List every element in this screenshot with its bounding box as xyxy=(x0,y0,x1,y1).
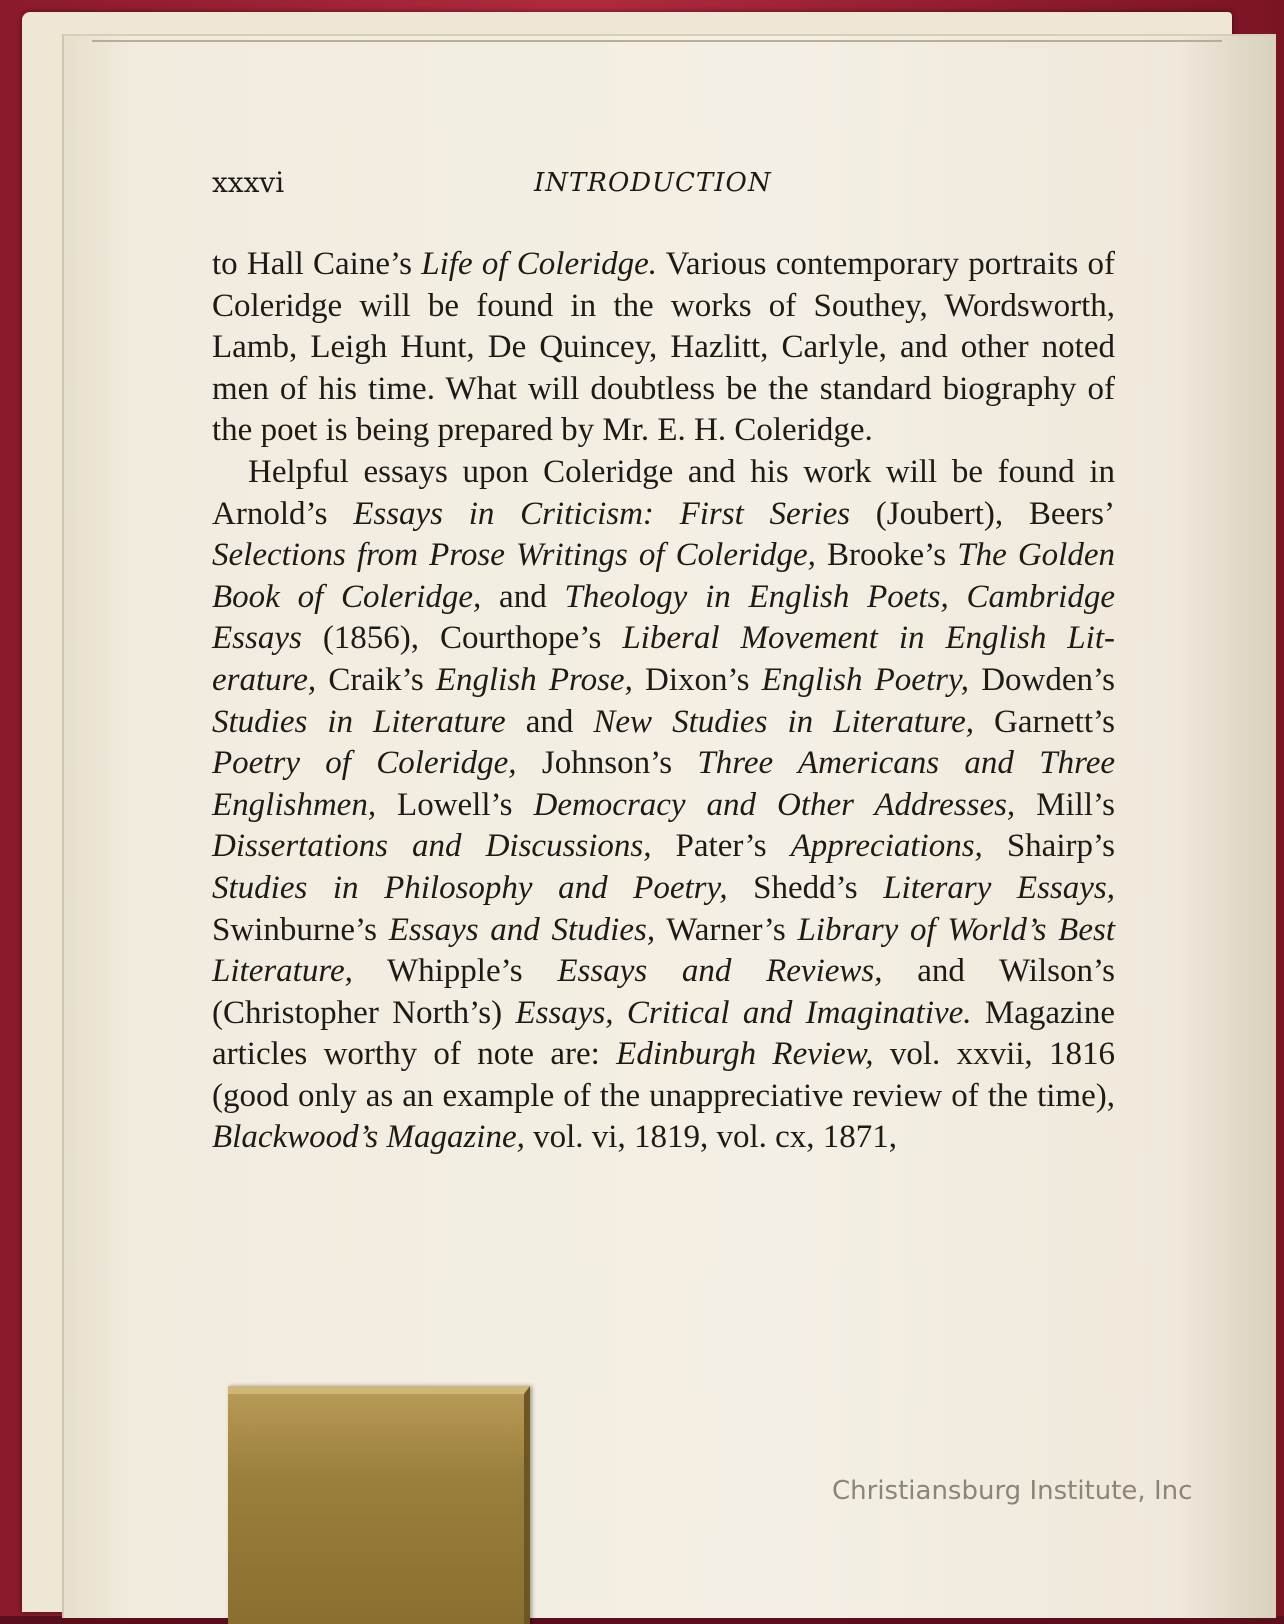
text-run: vol. xxvii, 1816 (good only as an example of the unappreciative review of the time), xyxy=(212,1036,1115,1114)
watermark: Christiansburg Institute, Inc xyxy=(832,1476,1193,1506)
italic-title: Literary Essays, xyxy=(883,869,1116,906)
text-run: Dixon’s xyxy=(632,661,762,698)
brass-page-holder xyxy=(228,1386,530,1624)
running-title: INTRODUCTION xyxy=(534,168,772,198)
text-run: (Joubert), Beers’ xyxy=(850,495,1115,532)
italic-title: Democracy and Other Addresses, xyxy=(533,786,1016,823)
italic-title: Edinburgh Review, xyxy=(616,1036,874,1073)
text-run: and xyxy=(505,703,594,740)
text-run: Pater’s xyxy=(651,828,791,865)
text-run: (1856), Courthope’s xyxy=(301,620,623,657)
text-run: Shedd’s xyxy=(727,869,884,906)
italic-title: English Poetry, xyxy=(761,661,970,698)
page-number: xxxvi xyxy=(212,166,285,199)
italic-title: Selections from Prose Writings of Coleridge, xyxy=(212,537,816,574)
text-run: Mill’s xyxy=(1015,786,1116,823)
italic-title: Essays, Critical and Imaginative. xyxy=(515,994,972,1031)
text-run: Magazine articles worthy of note are: xyxy=(212,994,1115,1073)
italic-title: Theology in English Poets, Cambridge Essays xyxy=(212,578,1115,657)
text-run: Various contemporary portraits of Coleridge will be found in the works of Southey, Wordsworth, Lamb, Leigh Hunt, De Quincey, Hazlitt, Carlyle, and other noted men of his time. What will doubtless be the standard biography of the poet is being prepared by Mr. E. H. Coleridge. xyxy=(212,246,1115,449)
italic-title: Studies in Literature xyxy=(212,703,506,740)
italic-title: Life of Coleridge. xyxy=(421,246,658,282)
body-text xyxy=(212,244,1115,1159)
italic-title: Library of World’s Best Literature, xyxy=(212,911,1116,990)
italic-title: Appreciations, xyxy=(790,828,983,865)
text-run: and xyxy=(481,578,565,615)
italic-title: The Golden Book of Coleridge, xyxy=(212,537,1115,615)
text-run: Brooke’s xyxy=(815,537,958,574)
italic-title: New Studies in Literature, xyxy=(593,703,975,740)
italic-title: Essays and Reviews, xyxy=(557,953,883,990)
text-run: to Hall Caine’s xyxy=(212,246,422,282)
text-run: Garnett’s xyxy=(974,703,1116,740)
italic-title: Essays in Criticism: First Series xyxy=(353,495,851,532)
italic-title: English Prose, xyxy=(435,661,633,698)
text-run: Swinburne’s xyxy=(212,911,389,948)
text-run: Helpful essays upon Coleridge and his work will be found in Arnold’s xyxy=(212,453,1115,532)
text-run: Whipple’s xyxy=(352,953,558,990)
paragraph xyxy=(212,452,1115,1159)
text-run: vol. vi, 1819, vol. cx, 1871, xyxy=(524,1119,898,1156)
page-edge-line xyxy=(92,40,1222,42)
page-header xyxy=(212,166,1112,206)
italic-title: Poetry of Coleridge, xyxy=(212,745,517,782)
italic-title: Studies in Philosophy and Poetry, xyxy=(212,869,728,906)
italic-title: Liberal Movement in English Literature, xyxy=(212,620,1115,698)
text-run: Warner’s xyxy=(655,911,798,948)
text-run: Craik’s xyxy=(316,661,436,698)
text-run: Johnson’s xyxy=(516,745,698,782)
italic-title: Blackwood’s Magazine, xyxy=(212,1119,525,1156)
text-run: and Wilson’s (Christopher North’s) xyxy=(212,953,1115,1031)
text-run: Lowell’s xyxy=(376,786,534,823)
italic-title: Three Americans and Three Englishmen, xyxy=(212,745,1115,823)
paragraph xyxy=(212,244,1115,452)
text-run: Dowden’s xyxy=(969,661,1116,698)
italic-title: Dissertations and Discussions, xyxy=(212,828,652,865)
text-run: Shairp’s xyxy=(982,828,1115,865)
italic-title: Essays and Studies, xyxy=(388,911,656,948)
